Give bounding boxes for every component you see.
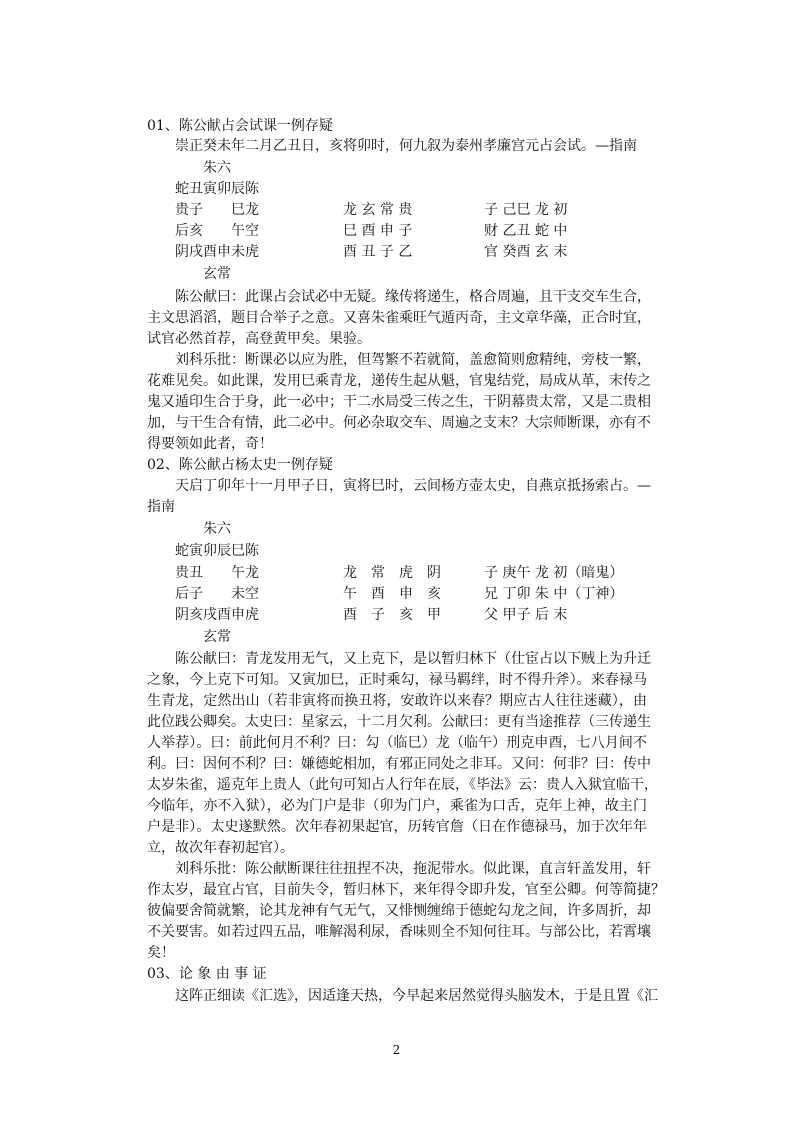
chart-sanchuan-row: 子 庚午 龙 初（暗鬼） (484, 565, 624, 581)
chart-general-bottom: 玄常 (203, 629, 231, 645)
paragraph-line: 立，故次年春初起官）。 (147, 840, 294, 856)
paragraph-line: 利。曰：因何不利？曰：嫌德蛇相加，有邪正同处之非耳。又问：何非？曰：传中 (147, 756, 651, 772)
chart-tianpan-row: 后子 未空 (175, 586, 259, 602)
paragraph-line: 作太岁，最宜占官，目前失令，暂归林下，来年得令即升发，官至公卿。何等简捷？ (147, 882, 665, 898)
paragraph-line: 人举荐）。曰：前此何月不利？曰：勾（临巳）龙（临午）刑克申酉，七八月间不 (147, 735, 647, 751)
paragraph-line: 生青龙，定然出山（若非寅将而换丑将，安敢许以来春？期应古人往往迷藏），由 (147, 693, 647, 709)
paragraph-line: 陈公献曰：此课占会试必中无疑。缘传将递生，格合周遍，且干支交车生合， (175, 289, 651, 305)
paragraph-line: 这阵正细读《汇选》，因适逢天热，今早起来居然觉得头脑发木，于是且置《汇 (175, 988, 658, 1004)
paragraph-line: 加，与干生合有情，此二必中。何必杂取交车、周遍之支末？大宗师断课，亦有不 (147, 415, 651, 431)
chart-tianpan-row: 贵子 巳龙 (175, 202, 259, 218)
chart-sike-row: 酉 子 亥 甲 (343, 607, 441, 623)
paragraph-line: 彼偏要舍简就繁，论其龙神有气无气，又悱恻缠绵于德蛇勾龙之间，许多周折，却 (147, 903, 651, 919)
chart-tianpan-row: 贵丑 午龙 (175, 565, 259, 581)
chart-tianpan-row: 阴亥戌酉申虎 (175, 607, 259, 623)
section-heading-1: 01、陈公献占会试课一例存疑 (147, 118, 333, 134)
paragraph-line: 得要领如此者，奇！ (147, 436, 273, 452)
chart-general-top: 朱六 (203, 160, 231, 176)
chart-row-top: 蛇寅卯辰巳陈 (175, 543, 259, 559)
paragraph-line: 刘科乐批：断课必以应为胜，但驾繁不若就简，盖愈简则愈精纯，旁枝一繁， (175, 352, 651, 368)
paragraph-line: 矣！ (147, 945, 175, 961)
paragraph-line: 之象，今上克下可知。又寅加巳，正时乘勾，禄马羁绊，时不得升斧）。来春禄马 (147, 672, 647, 688)
chart-sanchuan-row: 财 乙丑 蛇 中 (484, 223, 568, 239)
paragraph-line: 主文思滔滔，题目合举子之意。又喜朱雀乘旺气遁丙奇，主文章华藻，正合时宜， (147, 310, 651, 326)
chart-sike-row: 巳 酉 申 子 (343, 223, 413, 239)
section-heading-3: 03、论 象 由 事 证 (147, 966, 267, 982)
paragraph-line: 试官必然首荐，高登黄甲矣。果验。 (147, 331, 371, 347)
paragraph-line: 不关要害。如若过四五品，唯解渴利尿，香味则全不知何往耳。与部公比，若霄壤 (147, 924, 651, 940)
paragraph-line: 鬼又遁印生合于身，此一必中；干二水局受三传之生，干阴幕贵太常，又是二贵相 (147, 394, 651, 410)
chart-general-top: 朱六 (203, 521, 231, 537)
chart-sike-row: 午 酉 申 亥 (343, 586, 441, 602)
paragraph-line: 陈公献曰：青龙发用无气，又上克下，是以暂归林下（仕宦占以下贼上为升迁 (175, 651, 651, 667)
chart-sike-row: 龙 常 虎 阴 (343, 565, 441, 581)
paragraph-line: 花难见矣。如此课，发用巳乘青龙，递传生起从魁，官鬼结党，局成从革，末传之 (147, 373, 651, 389)
chart-sanchuan-row: 父 甲子 后 末 (484, 607, 568, 623)
paragraph-line: 刘科乐批：陈公献断课往往扭捏不决，拖泥带水。似此课，直言轩盖发用，轩 (175, 861, 651, 877)
section-intro: 指南 (147, 499, 175, 515)
chart-general-bottom: 玄常 (203, 266, 231, 282)
chart-sike-row: 龙 玄 常 贵 (343, 202, 413, 218)
paragraph-line: 户是非）。太史遂默然。次年春初果起官，历转官詹（日在作德禄马，加于次年年 (147, 819, 647, 835)
paragraph-line: 此位践公卿矣。太史曰：星家云，十二月欠利。公献曰：更有当途推荐（三传递生 (147, 714, 651, 730)
page-number: 2 (392, 1043, 401, 1057)
chart-tianpan-row: 阴戌酉申未虎 (175, 244, 259, 260)
chart-sike-row: 酉 丑 子 乙 (343, 244, 413, 260)
chart-sanchuan-row: 子 己巳 龙 初 (484, 202, 568, 218)
section-heading-2: 02、陈公献占杨太史一例存疑 (147, 457, 333, 473)
chart-sanchuan-row: 兄 丁卯 朱 中（丁神） (484, 586, 624, 602)
chart-row-top: 蛇丑寅卯辰陈 (175, 181, 259, 197)
paragraph-line: 太岁朱雀，遥克年上贵人（此句可知占人行年在辰，《毕法》云：贵人入狱宜临干， (147, 777, 658, 793)
section-intro: 崇正癸未年二月乙丑日，亥将卯时，何九叙为泰州孝廉宫元占会试。—指南 (175, 138, 637, 154)
section-intro: 天启丁卯年十一月甲子日，寅将巳时，云间杨方壶太史，自燕京抵扬索占。— (175, 478, 651, 494)
chart-sanchuan-row: 官 癸酉 玄 末 (484, 244, 568, 260)
paragraph-line: 今临年，亦不入狱），必为门户是非（卯为门户，乘雀为口舌，克年上神，故主门 (147, 798, 647, 814)
chart-tianpan-row: 后亥 午空 (175, 223, 259, 239)
